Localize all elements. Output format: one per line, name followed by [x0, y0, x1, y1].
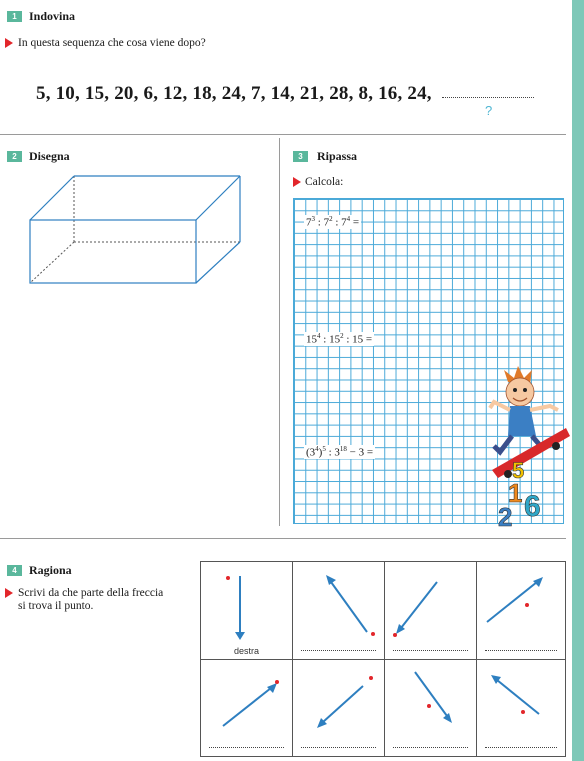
arrow-cell-7: [384, 659, 477, 757]
box-drawing: [24, 170, 254, 290]
instruction-text: In questa sequenza che cosa viene dopo?: [18, 37, 206, 49]
number-sequence: 5, 10, 15, 20, 6, 12, 18, 24, 7, 14, 21, 28, 8, 16, 24,: [36, 83, 432, 104]
instruction-line: si trova il punto.: [18, 600, 94, 612]
bullet-arrow-icon: [5, 38, 13, 48]
arrow-cell-4: [476, 561, 566, 660]
answer-blank[interactable]: [393, 747, 468, 748]
arrow-cell-6: [292, 659, 385, 757]
arrow-cell-5: [200, 659, 293, 757]
instruction-text: Calcola:: [305, 176, 344, 188]
answer-blank[interactable]: [301, 747, 376, 748]
expression-2: $15^4$ : $15^2$ : 15 =: [306, 332, 373, 346]
answer-blank[interactable]: [442, 97, 534, 98]
section-divider: [0, 538, 566, 539]
section-number-badge: 3: [293, 151, 308, 162]
svg-text:1: 1: [508, 478, 523, 508]
arrow-cell-8: [476, 659, 566, 757]
section-number-badge: 1: [7, 11, 22, 22]
answer-example-label: destra: [233, 646, 259, 656]
section-title: Ragiona: [29, 563, 72, 577]
section-number-badge: 2: [7, 151, 22, 162]
section-divider: [0, 134, 566, 135]
column-divider: [279, 138, 280, 526]
instruction-line: Scrivi da che parte della freccia: [18, 587, 164, 599]
bullet-arrow-icon: [5, 588, 13, 598]
arrow-cell-2: [292, 561, 385, 660]
arrow-cell-1: [200, 561, 293, 660]
arrow-cell-3: [384, 561, 477, 660]
answer-blank[interactable]: [209, 747, 284, 748]
svg-text:2: 2: [498, 502, 513, 532]
expression-3: $(3^4)^5$ : $3^{18} - 3$ =: [306, 445, 374, 459]
answer-blank[interactable]: [485, 650, 557, 651]
skateboard-boy-illustration: [486, 366, 572, 534]
svg-text:6: 6: [524, 490, 541, 523]
answer-blank[interactable]: [301, 650, 376, 651]
answer-blank[interactable]: [393, 650, 468, 651]
hint-question-mark: ?: [485, 103, 493, 118]
page-edge-bar: [572, 0, 584, 761]
bullet-arrow-icon: [293, 177, 301, 187]
section-title: Disegna: [29, 149, 70, 163]
section-title: Ripassa: [317, 149, 358, 163]
section-title: Indovina: [29, 9, 76, 23]
expression-1: $7^3$ : $7^2$ : $7^4$ =: [306, 215, 360, 229]
section-number-badge: 4: [7, 565, 22, 576]
svg-text:5: 5: [512, 458, 525, 483]
answer-blank[interactable]: [485, 747, 557, 748]
